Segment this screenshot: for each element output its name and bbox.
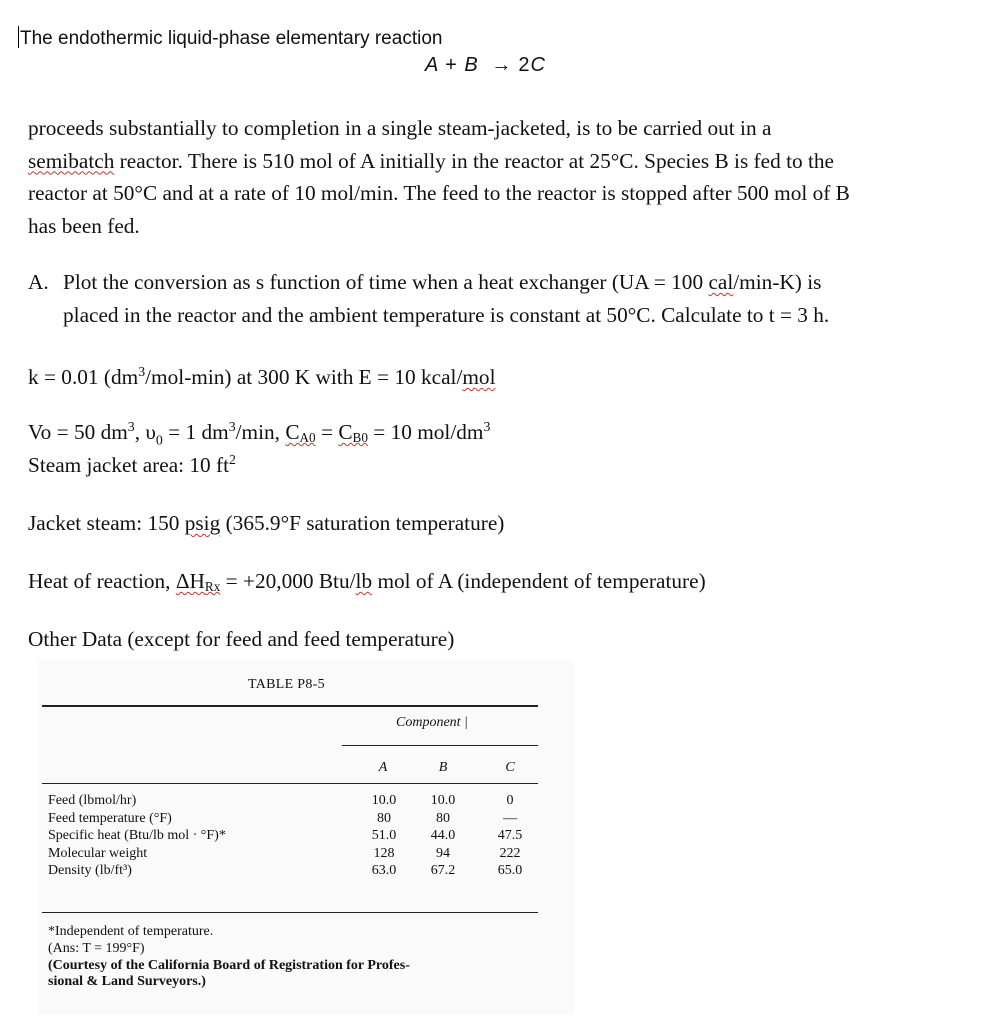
paragraph-line-1: proceeds substantially to completion in a single steam-jacketed, is to be carried out in a <box>28 116 772 140</box>
footnote-courtesy-1: (Courtesy of the California Board of Registration for Profes- <box>48 957 410 973</box>
jacket-steam-text-b: (365.9°F saturation temperature) <box>220 511 505 535</box>
heat-text-b: = +20,000 Btu/ <box>220 569 356 593</box>
vo-sup3: 3 <box>483 419 491 434</box>
vo-sup2: 3 <box>228 419 236 434</box>
k-text-b: /mol-min) at 300 K with E = 10 kcal/ <box>145 365 463 390</box>
table-cell: 10.0 <box>430 793 456 808</box>
spellcheck-word-lb: lb <box>355 569 373 593</box>
part-a-text-1b: /min-K) is <box>733 270 822 294</box>
spellcheck-dhrx <box>176 569 220 593</box>
column-a-values <box>359 792 409 880</box>
paragraph-line-4: has been fed. <box>28 213 140 238</box>
component-rule <box>342 745 538 746</box>
component-header: Component | <box>396 715 468 730</box>
col-header-b: B <box>438 760 448 775</box>
spellcheck-cbo <box>338 420 368 444</box>
spellcheck-word-mol: mol <box>462 365 496 390</box>
jacket-steam-text-a: Jacket steam: 150 <box>28 511 185 535</box>
table-cell: 63.0 <box>371 863 397 879</box>
spellcheck-word-cal: cal <box>708 270 734 294</box>
table-cell: — <box>503 810 517 826</box>
column-b-values <box>418 792 468 880</box>
table-row-label: Molecular weight <box>48 845 148 861</box>
vo-eq: = <box>315 420 339 445</box>
paragraph-line-3: reactor at 50°C and at a rate of 10 mol/min. The feed to the reactor is stopped after 500 mol of B <box>28 181 850 205</box>
intro-label: The endothermic liquid-phase elementary reaction <box>20 28 443 49</box>
table-row-label: Density (lb/ft³) <box>48 863 132 879</box>
part-a-label: A. <box>28 270 49 294</box>
paragraph-line-2-rest: reactor. There is 510 mol of A initially in the reactor at 25°C. Species B is fed to the <box>114 148 834 173</box>
table-cell: 94 <box>436 845 450 861</box>
vo-text-a: Vo = 50 dm <box>28 420 128 445</box>
part-a-line-1 <box>28 266 958 299</box>
cb-letter: C <box>338 420 353 445</box>
part-a-line-2: placed in the reactor and the ambient temperature is constant at 50°C. Calculate to t = 3 h. <box>63 303 830 327</box>
reactant-a: A <box>425 54 439 76</box>
vo-sup1: 3 <box>127 419 135 434</box>
part-a-question <box>28 266 958 332</box>
footnote-independent: *Independent of temperature. <box>48 924 214 939</box>
table-cell: 222 <box>499 845 521 861</box>
spellcheck-cao <box>285 420 315 444</box>
vo-text-d: /min, <box>235 420 286 445</box>
table-cell: 44.0 <box>430 828 456 844</box>
rate-constant-line <box>28 364 496 390</box>
k-sup: 3 <box>138 364 146 379</box>
header-rule <box>42 783 538 784</box>
ca-sub: A0 <box>299 430 316 446</box>
other-data-line: Other Data (except for feed and feed temperature) <box>28 627 455 651</box>
table-caption: TABLE P8-5 <box>248 677 325 692</box>
heat-of-reaction-line <box>28 569 706 595</box>
text-cursor <box>18 26 19 48</box>
delta-h-sub: Rx <box>204 579 221 594</box>
jacket-area-line <box>28 452 236 478</box>
vo-sub0: 0 <box>155 432 163 448</box>
plus-sign: + <box>445 54 458 76</box>
table-bottom-rule <box>42 912 538 913</box>
table-cell: 67.2 <box>430 863 456 879</box>
table-cell: 0 <box>506 793 514 808</box>
footnote-courtesy-2: sional & Land Surveyors.) <box>48 974 206 990</box>
reaction-equation <box>425 54 546 77</box>
col-header-c: C <box>505 760 515 775</box>
reactant-b: B <box>464 54 479 76</box>
arrow-icon: → <box>491 54 513 76</box>
vo-text-b: , υ <box>134 420 156 445</box>
cb-sub: B0 <box>352 430 368 446</box>
part-a-text-1a: Plot the conversion as s function of time when a heat exchanger (UA = 100 <box>63 270 709 294</box>
table-cell: 128 <box>373 845 395 861</box>
table-cell: 65.0 <box>497 863 523 879</box>
table-footnotes <box>48 924 410 991</box>
vo-text-e: = 10 mol/dm <box>367 420 484 445</box>
delta-h: ΔH <box>175 569 205 593</box>
col-header-a: A <box>378 760 388 775</box>
spellcheck-word-semibatch: semibatch <box>28 148 115 173</box>
spellcheck-word-psig: psig <box>184 511 221 535</box>
table-cell: 80 <box>436 810 450 826</box>
table-cell: 80 <box>377 810 391 826</box>
jacket-steam-line <box>28 511 504 536</box>
footnote-answer: (Ans: T = 199°F) <box>48 940 145 956</box>
table-cell: 10.0 <box>371 793 397 808</box>
table-cell: 47.5 <box>497 828 523 844</box>
ca-letter: C <box>285 420 300 445</box>
table-row-label: Feed (lbmol/hr) <box>48 793 137 808</box>
heat-text-c: mol of A (independent of temperature) <box>372 569 706 593</box>
heat-text-a: Heat of reaction, <box>28 569 176 593</box>
k-text-a: k = 0.01 (dm <box>28 365 139 390</box>
table-top-rule <box>42 705 538 707</box>
jacket-area-sup: 2 <box>229 452 236 467</box>
table-row-label: Specific heat (Btu/lb mol · °F)* <box>48 828 226 844</box>
product-c: C <box>530 54 546 76</box>
description-paragraph <box>28 112 968 242</box>
table-row-label: Feed temperature (°F) <box>48 810 172 826</box>
vo-text-c: = 1 dm <box>162 420 229 445</box>
coefficient: 2 <box>518 54 531 76</box>
intro-text <box>18 26 442 50</box>
jacket-area-text: Steam jacket area: 10 ft <box>28 453 230 478</box>
column-c-values <box>485 792 535 880</box>
row-labels <box>48 792 226 880</box>
volume-line <box>28 419 490 448</box>
paragraph-line-2 <box>28 145 968 178</box>
table-cell: 51.0 <box>371 828 397 844</box>
table-p8-5 <box>38 660 574 1014</box>
